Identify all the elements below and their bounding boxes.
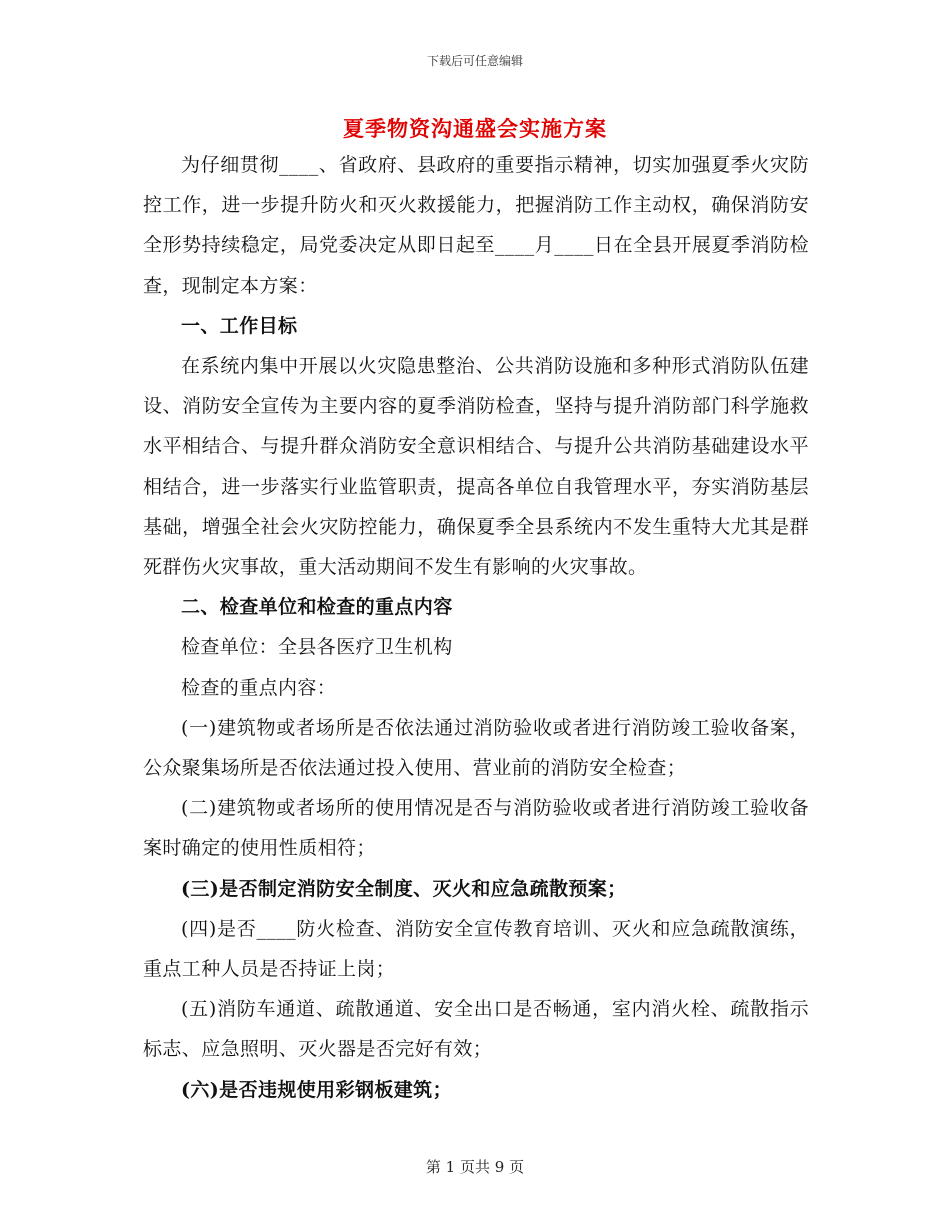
inspection-units: 检查单位：全县各医疗卫生机构 [181, 636, 453, 659]
document-title: 夏季物资沟通盛会实施方案 [343, 116, 607, 141]
header-note: 下载后可任意编辑 [426, 54, 523, 68]
section-heading-inspection: 二、检查单位和检查的重点内容 [181, 596, 453, 619]
key-points-label: 检查的重点内容： [181, 676, 337, 699]
section-heading-goals: 一、工作目标 [181, 314, 298, 337]
list-item-6: (六)是否违规使用彩钢板建筑； [181, 1078, 452, 1101]
goals-paragraph: 在系统内集中开展以火灾隐患整治、公共消防设施和多种形式消防队伍建设、消防安全宣传为主要内容的夏季消防检查，坚持与提升消防部门科学施救水平相结合、与提升群众消防安全意识相结合、与提升公共消防基础建设水平相结合，进一步落实行业监管职责，提高各单位自我管理水平，夯实消防基层基础，增强全社会火灾防控能力，确保夏季全县系统内不发生重特大尤其是群死群伤火灾事故，重大活动期间不发生有影响的火灾事故。 [143, 355, 809, 579]
list-item-4: (四)是否____防火检查、消防安全宣传教育培训、灭火和应急疏散演练，重点工种人员是否持证上岗； [143, 917, 809, 981]
page-number: 第 1 页共 9 页 [425, 1158, 525, 1176]
list-item-1: (一)建筑物或者场所是否依法通过消防验收或者进行消防竣工验收备案，公众聚集场所是否依法通过投入使用、营业前的消防安全检查； [143, 716, 809, 780]
intro-paragraph: 为仔细贯彻____、省政府、县政府的重要指示精神，切实加强夏季火灾防控工作，进一步提升防火和灭火救援能力，把握消防工作主动权，确保消防安全形势持续稳定，局党委决定从即日起至____月____日在全县开展夏季消防检查，现制定本方案： [143, 154, 809, 297]
document-body [143, 145, 809, 1110]
list-item-5: (五)消防车通道、疏散通道、安全出口是否畅通，室内消火栓、疏散指示标志、应急照明、灭火器是否完好有效； [143, 998, 809, 1061]
list-item-2: (二)建筑物或者场所的使用情况是否与消防验收或者进行消防竣工验收备案时确定的使用性质相符； [143, 797, 809, 860]
list-item-3: (三)是否制定消防安全制度、灭火和应急疏散预案； [181, 877, 627, 900]
